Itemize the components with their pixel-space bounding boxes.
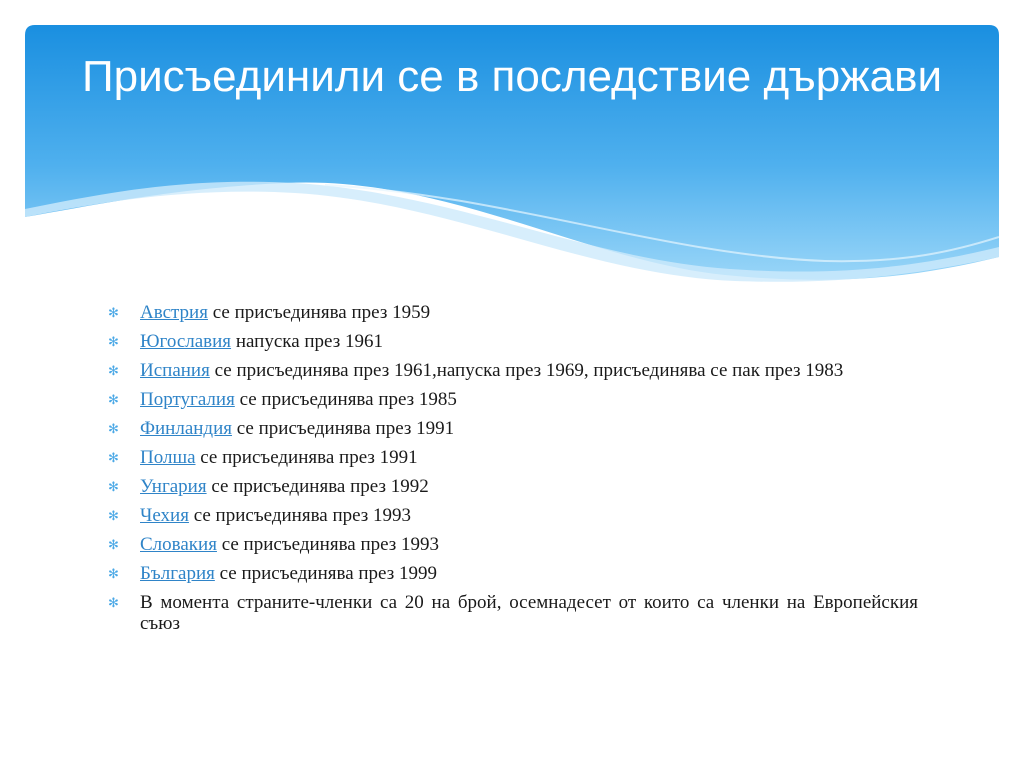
country-link[interactable]: Финландия xyxy=(140,418,233,439)
asterisk-bullet-icon: ✻ xyxy=(108,422,119,437)
list-item-closing xyxy=(108,592,918,634)
list-item xyxy=(108,534,918,555)
list-item xyxy=(108,418,918,439)
item-text: напуска през 1961 xyxy=(231,331,383,352)
closing-text: В момента страните-членки са 20 на брой, осемнадесет от които са членки на Европейския съюз xyxy=(140,592,918,634)
item-text: се присъединява през 1993 xyxy=(188,505,412,526)
item-text: се присъединява през 1961,напуска през 1969, присъединява се пак през 1983 xyxy=(209,360,844,381)
asterisk-bullet-icon: ✻ xyxy=(108,306,119,321)
asterisk-bullet-icon: ✻ xyxy=(108,509,119,524)
item-text: се присъединява през 1992 xyxy=(206,476,429,497)
list-item xyxy=(108,505,918,526)
country-link[interactable]: Испания xyxy=(140,360,210,381)
list-item xyxy=(108,331,918,352)
country-link[interactable]: Австрия xyxy=(140,302,208,323)
slide-title: Присъединили се в последствие държави xyxy=(81,52,943,101)
asterisk-bullet-icon: ✻ xyxy=(108,538,119,553)
asterisk-bullet-icon: ✻ xyxy=(108,364,119,379)
asterisk-bullet-icon: ✻ xyxy=(108,451,119,466)
asterisk-bullet-icon: ✻ xyxy=(108,393,119,408)
country-link[interactable]: Португалия xyxy=(140,389,235,410)
bullet-list xyxy=(108,302,918,642)
asterisk-bullet-icon: ✻ xyxy=(108,596,119,611)
list-item xyxy=(108,389,918,410)
asterisk-bullet-icon: ✻ xyxy=(108,567,119,582)
asterisk-bullet-icon: ✻ xyxy=(108,335,119,350)
country-link[interactable]: Полша xyxy=(140,447,196,468)
list-item xyxy=(108,563,918,584)
country-link[interactable]: Унгария xyxy=(140,476,207,497)
country-link[interactable]: Югославия xyxy=(140,331,232,352)
country-link[interactable]: Чехия xyxy=(140,505,189,526)
item-text: се присъединява през 1959 xyxy=(207,302,431,323)
item-text: се присъединява през 1991 xyxy=(195,447,418,468)
list-item xyxy=(108,447,918,468)
country-link[interactable]: Словакия xyxy=(140,534,217,555)
item-text: се присъединява през 1993 xyxy=(216,534,440,555)
asterisk-bullet-icon: ✻ xyxy=(108,480,119,495)
item-text: се присъединява през 1985 xyxy=(234,389,457,410)
country-link[interactable]: България xyxy=(140,563,215,584)
item-text: се присъединява през 1999 xyxy=(214,563,437,584)
list-item xyxy=(108,476,918,497)
list-item xyxy=(108,302,918,323)
list-item xyxy=(108,360,918,381)
item-text: се присъединява през 1991 xyxy=(232,418,455,439)
